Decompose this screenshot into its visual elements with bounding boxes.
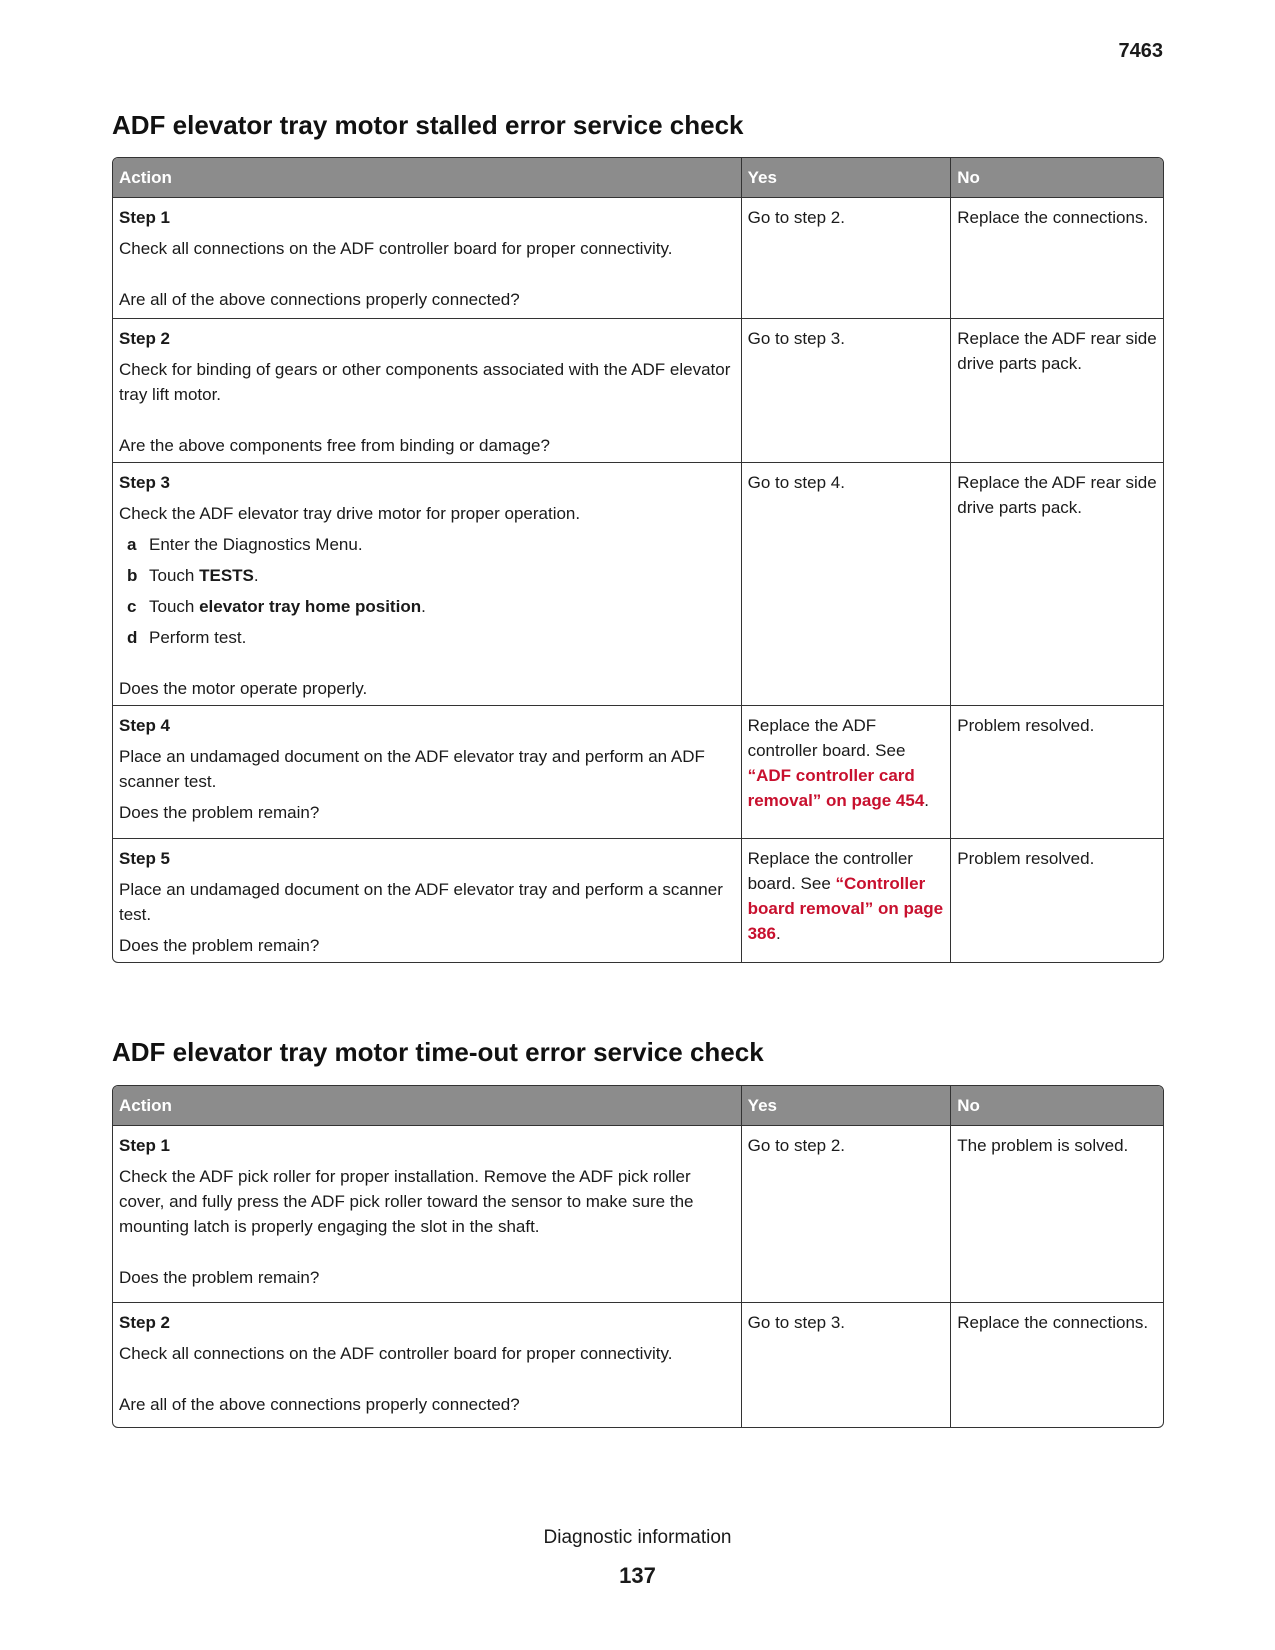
- column-header-no: No: [950, 158, 1163, 198]
- document-number: 7463: [1118, 40, 1163, 62]
- table-row: [113, 1126, 1163, 1302]
- no-cell: Problem resolved.: [950, 705, 1163, 838]
- yes-cell: Go to step 2.: [741, 198, 951, 318]
- yes-cell: Go to step 3.: [741, 318, 951, 462]
- column-header-yes: Yes: [741, 1086, 951, 1126]
- no-cell: Replace the connections.: [950, 1302, 1163, 1427]
- step-title: Step 2: [119, 329, 171, 348]
- substep-text: Touch TESTS.: [149, 566, 259, 585]
- no-cell: Problem resolved.: [950, 838, 1163, 962]
- action-cell: [113, 318, 741, 462]
- substep-letter: a: [127, 535, 137, 554]
- action-cell: [113, 1302, 741, 1427]
- step-text: Check all connections on the ADF controller board for proper connectivity.: [119, 239, 673, 258]
- step-title: Step 5: [119, 849, 171, 868]
- substep-letter: c: [127, 597, 137, 616]
- column-header-no: No: [950, 1086, 1163, 1126]
- yes-cell: Replace the controller board. See “Controller board removal” on page 386.: [741, 838, 951, 962]
- substep-text: Perform test.: [149, 628, 247, 647]
- step-question: Are the above components free from binding or damage?: [119, 436, 550, 455]
- section-title-timeout: ADF elevator tray motor time-out error service check: [112, 1037, 764, 1067]
- step-question: Are all of the above connections properly connected?: [119, 290, 520, 309]
- no-cell: Replace the connections.: [950, 198, 1163, 318]
- substep-text: Touch elevator tray home position.: [149, 597, 426, 616]
- substep-item: [119, 532, 735, 557]
- step-question: Are all of the above connections properly connected?: [119, 1395, 520, 1414]
- table-row: [113, 462, 1163, 705]
- no-cell: The problem is solved.: [950, 1126, 1163, 1302]
- yes-cell: Go to step 4.: [741, 462, 951, 705]
- step-text: Place an undamaged document on the ADF elevator tray and perform an ADF scanner test.: [119, 747, 705, 791]
- section-title-stalled: ADF elevator tray motor stalled error service check: [112, 110, 744, 140]
- step-title: Step 1: [119, 208, 171, 227]
- action-cell: [113, 1126, 741, 1302]
- step-question: Does the problem remain?: [119, 1268, 320, 1287]
- step-question: Does the problem remain?: [119, 936, 320, 955]
- action-cell: [113, 462, 741, 705]
- action-cell: [113, 705, 741, 838]
- step-text: Check all connections on the ADF controller board for proper connectivity.: [119, 1344, 673, 1363]
- substep-text: Enter the Diagnostics Menu.: [149, 535, 363, 554]
- table-row: [113, 1302, 1163, 1427]
- no-cell: Replace the ADF rear side drive parts pack.: [950, 318, 1163, 462]
- table-header-row: [113, 158, 1163, 198]
- footer-section-label: Diagnostic information: [543, 1527, 732, 1548]
- substep-list: [119, 532, 735, 650]
- step-question: Does the motor operate properly.: [119, 679, 368, 698]
- table-row: [113, 838, 1163, 962]
- substep-item: [119, 594, 735, 619]
- no-cell: Replace the ADF rear side drive parts pack.: [950, 462, 1163, 705]
- substep-item: [119, 563, 735, 588]
- service-check-table-timeout: [112, 1085, 1164, 1428]
- substep-item: [119, 625, 735, 650]
- menu-option-home-position: elevator tray home position: [199, 597, 422, 616]
- column-header-action: Action: [113, 1086, 741, 1126]
- step-question: Does the problem remain?: [119, 803, 320, 822]
- step-title: Step 3: [119, 473, 171, 492]
- service-check-table-stalled: [112, 157, 1164, 963]
- cross-reference-link[interactable]: “Controller board removal” on page 386: [747, 874, 944, 943]
- step-text: Check the ADF pick roller for proper installation. Remove the ADF pick roller cover, and fully press the ADF pick roller toward the sensor to make sure the mounting latch is properly engaging the slot in the shaft.: [119, 1167, 694, 1236]
- action-cell: [113, 198, 741, 318]
- yes-cell: Go to step 3.: [741, 1302, 951, 1427]
- action-cell: [113, 838, 741, 962]
- cross-reference-link[interactable]: “ADF controller card removal” on page 454: [747, 766, 925, 810]
- column-header-yes: Yes: [741, 158, 951, 198]
- yes-cell: Go to step 2.: [741, 1126, 951, 1302]
- step-title: Step 1: [119, 1136, 171, 1155]
- table-row: [113, 705, 1163, 838]
- menu-option-tests: TESTS: [199, 566, 254, 585]
- step-text: Place an undamaged document on the ADF elevator tray and perform a scanner test.: [119, 880, 723, 924]
- footer-page-number: 137: [619, 1563, 656, 1588]
- table-row: [113, 318, 1163, 462]
- table-header-row: [113, 1086, 1163, 1126]
- column-header-action: Action: [113, 158, 741, 198]
- step-title: Step 2: [119, 1313, 171, 1332]
- substep-letter: b: [127, 566, 138, 585]
- step-text: Check the ADF elevator tray drive motor for proper operation.: [119, 504, 581, 523]
- substep-letter: d: [127, 628, 138, 647]
- step-title: Step 4: [119, 716, 171, 735]
- step-text: Check for binding of gears or other components associated with the ADF elevator tray lift motor.: [119, 360, 731, 404]
- yes-cell: Replace the ADF controller board. See “ADF controller card removal” on page 454.: [741, 705, 951, 838]
- table-row: [113, 198, 1163, 318]
